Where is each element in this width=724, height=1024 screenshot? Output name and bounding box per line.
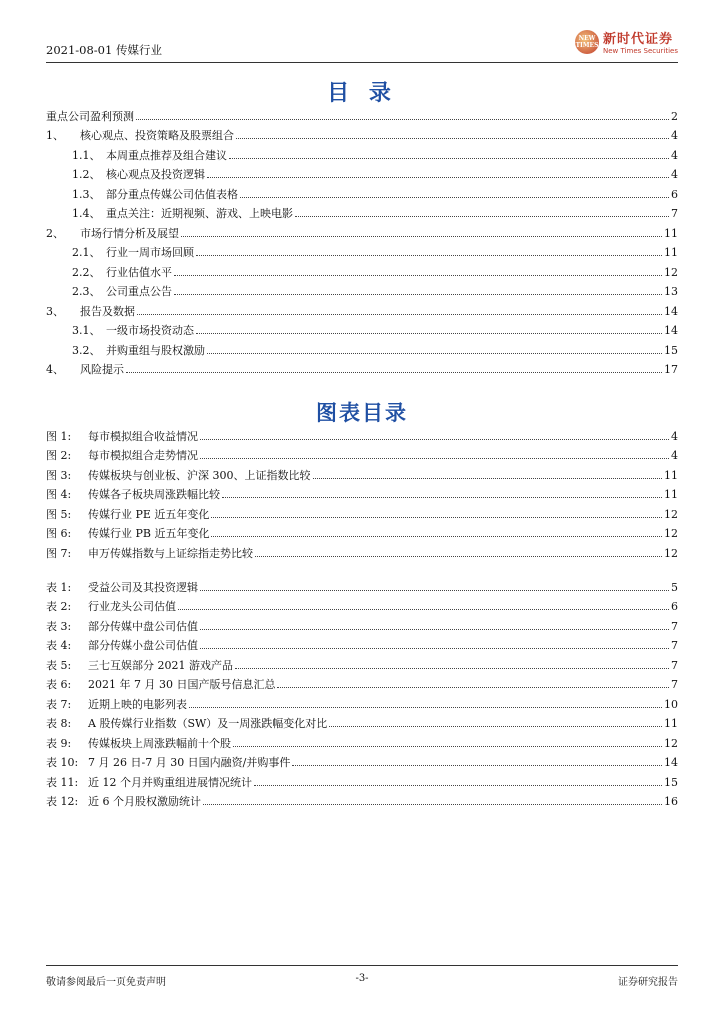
entry-page: 10: [664, 697, 678, 711]
entry-number: 3.2、: [72, 343, 101, 357]
entry-number: 图 4:: [46, 488, 72, 501]
table-entry[interactable]: [46, 613, 678, 633]
entry-page: 7: [671, 619, 678, 633]
entry-page: 13: [664, 285, 678, 298]
leader-dots: [200, 457, 669, 459]
leader-dots: [277, 686, 669, 688]
toc-entry[interactable]: [46, 142, 678, 162]
entry-number: 1.1、: [72, 148, 101, 162]
toc-title: 目 录: [327, 80, 397, 106]
logo-mark: NEW TIMES: [575, 30, 599, 54]
leader-dots: [222, 496, 662, 498]
figure-entry[interactable]: [46, 423, 678, 443]
table-entry[interactable]: [46, 789, 678, 809]
leader-dots: [233, 745, 662, 747]
entry-number: 4、: [46, 363, 64, 376]
table-entry[interactable]: [46, 730, 678, 750]
entry-number: 表 11:: [46, 775, 79, 789]
entry-number: 图 2:: [46, 449, 72, 462]
toc-entry[interactable]: [46, 162, 678, 182]
entry-title: 每市模拟组合收益情况: [88, 429, 198, 443]
toc-entry[interactable]: [46, 357, 678, 377]
leader-dots: [178, 608, 669, 610]
entry-title: 近 6 个月股权激励统计: [88, 795, 201, 808]
entry-title: 近期上映的电影列表: [88, 697, 187, 711]
entry-title: 行业一周市场回顾: [106, 246, 194, 259]
toc-entry[interactable]: [46, 318, 678, 338]
entry-page: 7: [671, 207, 678, 220]
entry-page: 12: [664, 546, 678, 560]
entry-title: 重点关注：近期视频、游戏、上映电影: [106, 207, 293, 220]
leader-dots: [203, 803, 662, 805]
table-entry[interactable]: [46, 574, 678, 594]
entry-title: 本周重点推荐及组合建议: [106, 148, 227, 162]
entry-number: 表 12:: [46, 795, 79, 808]
table-list: [46, 574, 678, 808]
entry-page: 7: [671, 639, 678, 652]
figures-title: 图表目录: [316, 400, 408, 425]
entry-title: 公司重点公告: [106, 285, 172, 298]
leader-dots: [200, 628, 669, 630]
toc-entry[interactable]: [46, 123, 678, 143]
toc-entry[interactable]: [46, 220, 678, 240]
toc-entry[interactable]: [46, 181, 678, 201]
entry-page: 12: [664, 527, 678, 540]
entry-title: 传媒板块与创业板、沪深 300、上证指数比较: [88, 468, 311, 482]
leader-dots: [211, 535, 662, 537]
company-logo: [575, 28, 678, 55]
figure-entry[interactable]: [46, 462, 678, 482]
entry-page: 4: [671, 168, 678, 181]
entry-page: 11: [664, 488, 678, 501]
entry-page: 11: [664, 468, 678, 482]
leader-dots: [136, 118, 669, 120]
entry-page: 4: [671, 129, 678, 142]
entry-page: 6: [671, 187, 678, 201]
entry-title: 一级市场投资动态: [106, 324, 194, 337]
figure-entry[interactable]: [46, 501, 678, 521]
entry-number: 3.1、: [72, 324, 101, 337]
leader-dots: [295, 215, 669, 217]
entry-number: 图 7:: [46, 546, 72, 560]
entry-page: 16: [664, 795, 678, 808]
entry-title: 传媒板块上周涨跌幅前十个股: [88, 736, 231, 750]
leader-dots: [235, 667, 669, 669]
leader-dots: [200, 647, 669, 649]
entry-page: 4: [671, 429, 678, 443]
entry-number: 图 1:: [46, 429, 72, 443]
entry-title: 核心观点及投资逻辑: [106, 168, 205, 181]
table-entry[interactable]: [46, 672, 678, 692]
entry-number: 2、: [46, 226, 64, 240]
entry-page: 7: [671, 658, 678, 672]
entry-number: 表 1:: [46, 580, 72, 594]
entry-page: 11: [664, 717, 678, 730]
figure-entry[interactable]: [46, 443, 678, 463]
entry-page: 12: [664, 265, 678, 279]
entry-page: 11: [664, 226, 678, 240]
entry-number: 表 8:: [46, 717, 72, 730]
entry-page: 14: [664, 756, 678, 769]
entry-page: 7: [671, 678, 678, 691]
leader-dots: [240, 196, 669, 198]
leader-dots: [236, 137, 669, 139]
leader-dots: [229, 157, 669, 159]
entry-number: 2.1、: [72, 246, 101, 259]
figure-entry[interactable]: [46, 540, 678, 560]
entry-number: 图 6:: [46, 527, 72, 540]
entry-number: 表 4:: [46, 639, 72, 652]
leader-dots: [255, 555, 662, 557]
leader-dots: [196, 332, 662, 334]
entry-number: 表 6:: [46, 678, 72, 691]
entry-title: 传媒各子板块周涨跌幅比较: [88, 488, 220, 501]
leader-dots: [313, 477, 663, 479]
entry-title: 7 月 26 日-7 月 30 日国内融资/并购事件: [88, 756, 291, 769]
entry-page: 11: [664, 246, 678, 259]
entry-number: 表 5:: [46, 658, 72, 672]
entry-title: 报告及数据: [80, 304, 135, 318]
entry-page: 12: [664, 736, 678, 750]
entry-title: 部分传媒小盘公司估值: [88, 639, 198, 652]
leader-dots: [126, 371, 662, 373]
entry-page: 12: [664, 507, 678, 521]
footer-page-number: -3-: [355, 973, 369, 984]
figure-entry[interactable]: [46, 521, 678, 541]
entry-number: 1.2、: [72, 168, 101, 181]
entry-page: 14: [664, 324, 678, 337]
leader-dots: [200, 438, 669, 440]
entry-number: 表 3:: [46, 619, 72, 633]
entry-title: 并购重组与股权激励: [106, 343, 205, 357]
entry-title: 2021 年 7 月 30 日国产版号信息汇总: [88, 678, 276, 691]
entry-title: 部分重点传媒公司估值表格: [106, 187, 238, 201]
entry-title: 行业估值水平: [106, 265, 172, 279]
logo-english-name: New Times Securities: [603, 47, 678, 55]
entry-title: 每市模拟组合走势情况: [88, 449, 198, 462]
leader-dots: [211, 516, 662, 518]
entry-page: 4: [671, 148, 678, 162]
footer-report-type: 证券研究报告: [618, 977, 678, 988]
entry-page: 15: [664, 343, 678, 357]
leader-dots: [207, 352, 662, 354]
header-date-industry: 2021-08-01 传媒行业: [46, 43, 162, 57]
entry-title: 传媒行业 PE 近五年变化: [88, 507, 210, 521]
footer-disclaimer: 敬请参阅最后一页免责声明: [46, 977, 166, 988]
leader-dots: [189, 706, 662, 708]
leader-dots: [200, 589, 669, 591]
entry-title: 传媒行业 PB 近五年变化: [88, 527, 210, 540]
table-entry[interactable]: [46, 769, 678, 789]
leader-dots: [329, 725, 662, 727]
table-entry[interactable]: [46, 633, 678, 653]
entry-page: 2: [671, 109, 678, 123]
header-rule: [46, 62, 678, 63]
table-entry[interactable]: [46, 652, 678, 672]
logo-chinese-name: 新时代证券: [603, 32, 674, 47]
page-footer: [46, 965, 678, 988]
footer-rule: [46, 965, 678, 966]
entry-number: 图 3:: [46, 468, 72, 482]
entry-number: 2.2、: [72, 265, 101, 279]
entry-title: 行业龙头公司估值: [88, 600, 176, 613]
entry-number: 1、: [46, 129, 64, 142]
toc-entry[interactable]: [46, 103, 678, 123]
entry-number: 表 2:: [46, 600, 72, 613]
entry-number: 1.3、: [72, 187, 101, 201]
toc-entry[interactable]: [46, 201, 678, 221]
entry-page: 14: [664, 304, 678, 318]
toc-entry[interactable]: [46, 298, 678, 318]
entry-page: 15: [664, 775, 678, 789]
leader-dots: [196, 254, 662, 256]
entry-number: 表 9:: [46, 736, 72, 750]
entry-title: 三七互娱部分 2021 游戏产品: [88, 658, 233, 672]
table-entry[interactable]: [46, 750, 678, 770]
entry-title: 申万传媒指数与上证综指走势比较: [88, 546, 253, 560]
entry-page: 5: [671, 580, 678, 594]
entry-number: 3、: [46, 304, 64, 318]
toc-entry[interactable]: [46, 259, 678, 279]
leader-dots: [174, 293, 662, 295]
figure-entry[interactable]: [46, 482, 678, 502]
figure-list: [46, 423, 678, 560]
entry-page: 4: [671, 449, 678, 462]
page-header: [46, 28, 678, 62]
entry-title: 市场行情分析及展望: [80, 226, 179, 240]
entry-title: 风险提示: [80, 363, 124, 376]
entry-title: A 股传媒行业指数（SW）及一周涨跌幅变化对比: [88, 717, 328, 730]
entry-number: 表 10:: [46, 756, 79, 769]
entry-title: 重点公司盈利预测: [46, 109, 134, 123]
entry-number: 图 5:: [46, 507, 72, 521]
entry-number: 2.3、: [72, 285, 101, 298]
entry-title: 近 12 个月并购重组进展情况统计: [88, 775, 252, 789]
leader-dots: [174, 274, 662, 276]
leader-dots: [137, 313, 662, 315]
toc-entry[interactable]: [46, 337, 678, 357]
entry-page: 6: [671, 600, 678, 613]
leader-dots: [207, 176, 669, 178]
entry-title: 受益公司及其投资逻辑: [88, 580, 198, 594]
entry-number: 1.4、: [72, 207, 101, 220]
leader-dots: [181, 235, 662, 237]
toc-entry[interactable]: [46, 279, 678, 299]
toc-list: [46, 103, 678, 376]
entry-number: 表 7:: [46, 697, 72, 711]
entry-title: 部分传媒中盘公司估值: [88, 619, 198, 633]
table-entry[interactable]: [46, 711, 678, 731]
entry-page: 17: [664, 363, 678, 376]
leader-dots: [254, 784, 662, 786]
leader-dots: [292, 764, 662, 766]
toc-entry[interactable]: [46, 240, 678, 260]
table-entry[interactable]: [46, 594, 678, 614]
table-entry[interactable]: [46, 691, 678, 711]
entry-title: 核心观点、投资策略及股票组合: [80, 129, 234, 142]
